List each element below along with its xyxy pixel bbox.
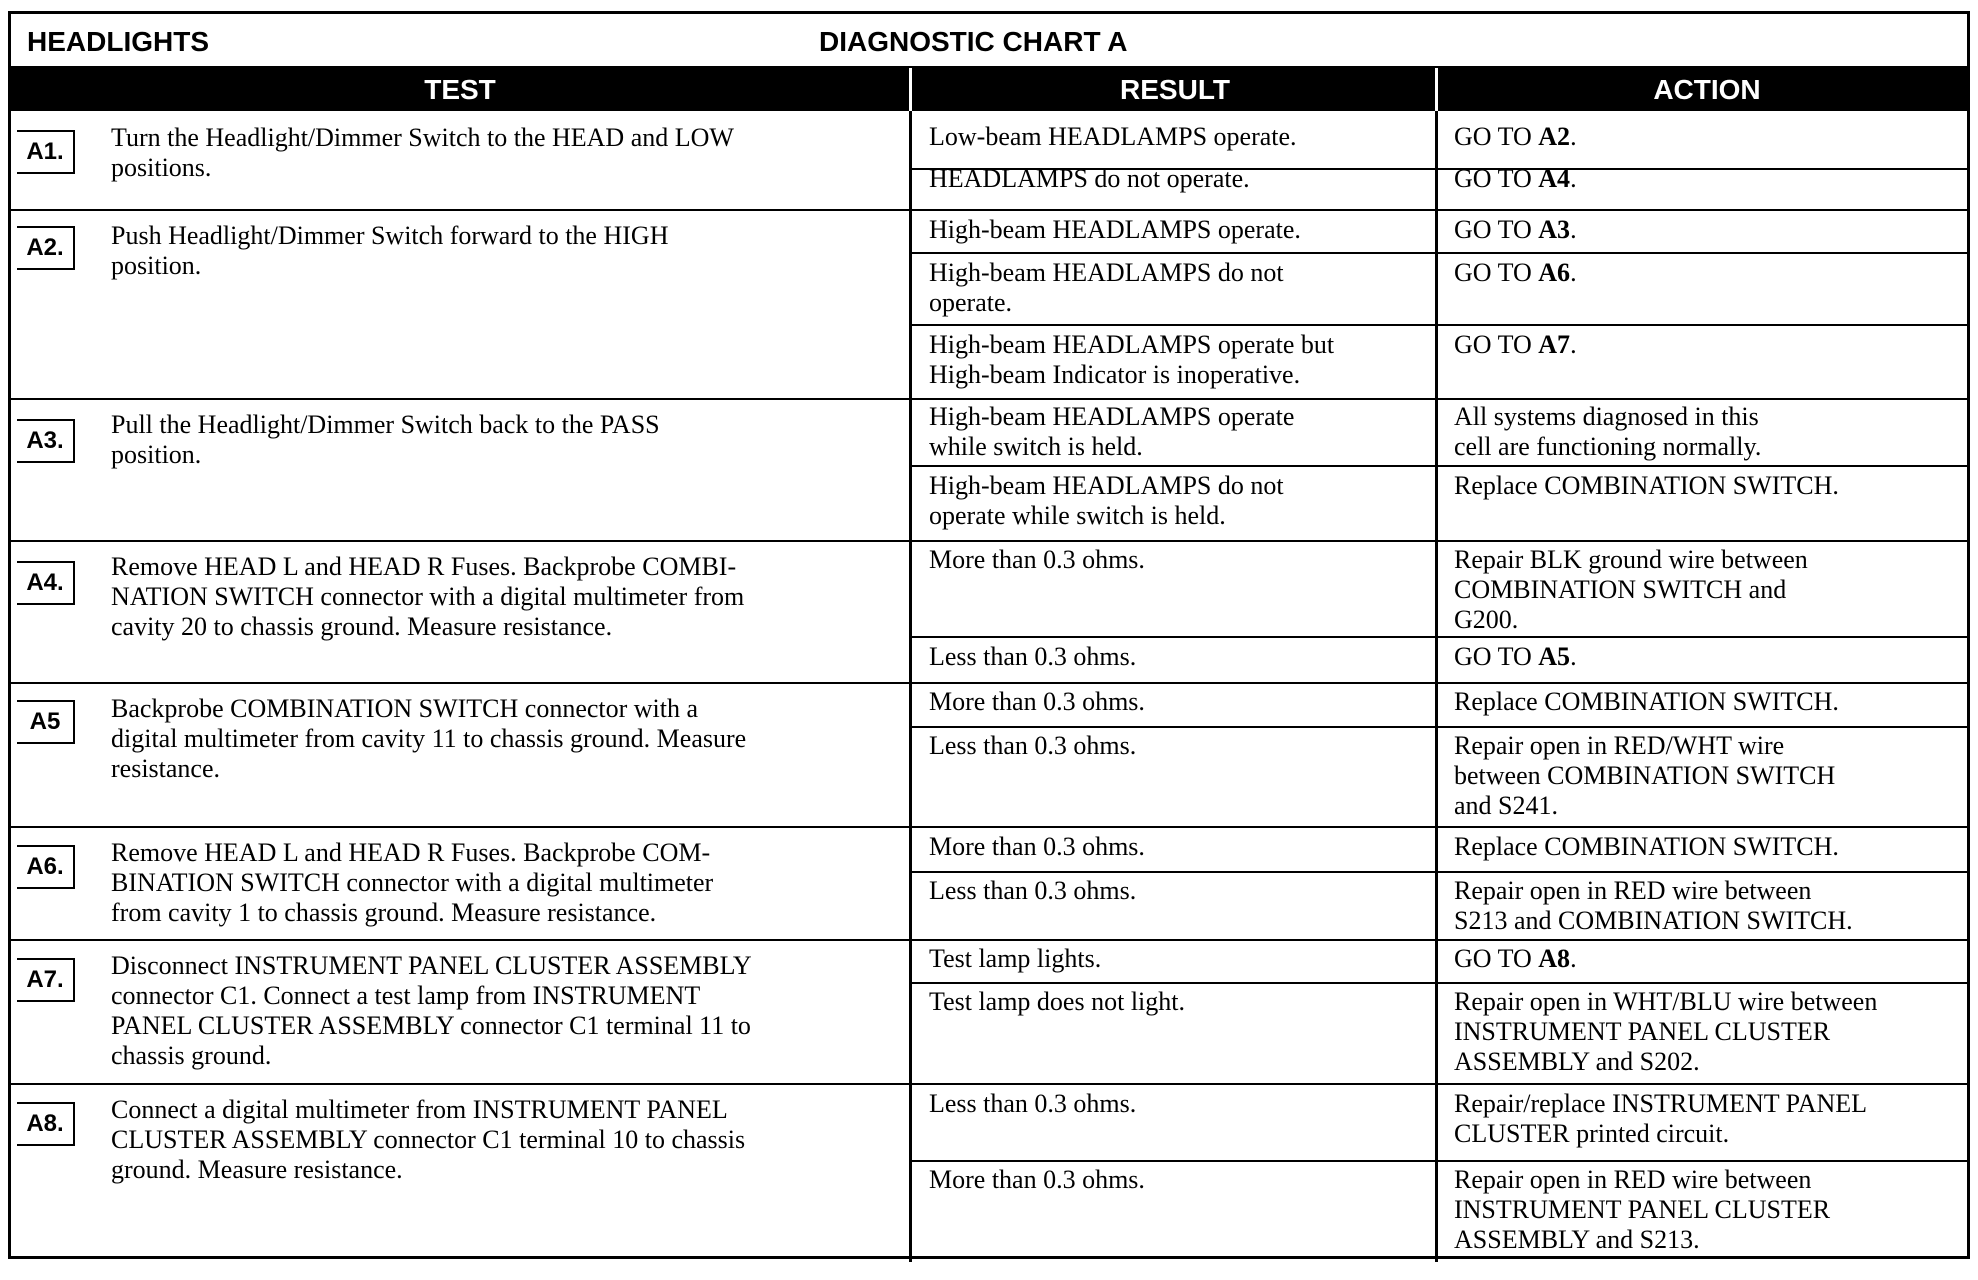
diagnostic-chart [8, 11, 1970, 1259]
row-divider [911, 324, 1967, 326]
result-text: Low-beam HEADLAMPS operate. [929, 122, 1297, 151]
header-divider [909, 68, 912, 111]
goto-action [1454, 944, 1969, 974]
goto-period: . [1570, 258, 1577, 287]
test-instruction: Remove HEAD L and HEAD R Fuses. Backprobe COM- BINATION SWITCH connector with a digital multimeter from cavity 1 to chassis ground. Measure resistance. [111, 838, 714, 927]
column-header-test: TEST [424, 74, 496, 105]
goto-action [1454, 164, 1969, 194]
test-instruction: Backprobe COMBINATION SWITCH connector with a digital multimeter from cavity 11 to chassis ground. Measure resistance. [111, 694, 747, 783]
goto-action [1454, 642, 1969, 672]
goto-target: A4 [1538, 164, 1571, 193]
step-label: A6. [17, 845, 75, 889]
result-text: Less than 0.3 ohms. [929, 1089, 1137, 1118]
result-text: More than 0.3 ohms. [929, 545, 1145, 574]
goto-period: . [1570, 642, 1577, 671]
goto-period: . [1570, 122, 1577, 151]
step-label: A1. [17, 130, 75, 174]
goto-target: A3 [1538, 215, 1571, 244]
step-divider [11, 209, 1967, 211]
step-label: A4. [17, 561, 75, 605]
goto-action [1454, 258, 1969, 288]
goto-prefix: GO TO [1454, 642, 1539, 671]
row-divider [911, 252, 1967, 254]
goto-target: A2 [1538, 122, 1571, 151]
result-text: High-beam HEADLAMPS operate but High-beam Indicator is inoperative. [929, 330, 1335, 389]
row-divider [911, 465, 1967, 467]
step-label: A7. [17, 958, 75, 1002]
section-title: HEADLIGHTS [27, 26, 209, 57]
result-text: More than 0.3 ohms. [929, 1165, 1145, 1194]
result-text: High-beam HEADLAMPS operate. [929, 215, 1301, 244]
column-header-action: ACTION [1653, 74, 1761, 105]
test-instruction: Turn the Headlight/Dimmer Switch to the HEAD and LOW positions. [111, 123, 734, 182]
step-divider [11, 826, 1967, 828]
goto-target: A7 [1538, 330, 1571, 359]
column-header-row [11, 68, 1967, 111]
step-label: A3. [17, 419, 75, 463]
result-text: High-beam HEADLAMPS operate while switch is held. [929, 402, 1295, 461]
row-divider [911, 726, 1967, 728]
step-divider [11, 398, 1967, 400]
action-text: Replace COMBINATION SWITCH. [1454, 471, 1839, 500]
action-text: Repair/replace INSTRUMENT PANEL CLUSTER printed circuit. [1454, 1089, 1868, 1148]
action-text: Repair BLK ground wire between COMBINATION SWITCH and G200. [1454, 545, 1808, 634]
action-text: Replace COMBINATION SWITCH. [1454, 832, 1839, 861]
test-instruction: Connect a digital multimeter from INSTRUMENT PANEL CLUSTER ASSEMBLY connector C1 terminal 10 to chassis ground. Measure resistance. [111, 1095, 746, 1184]
header-divider [1435, 68, 1438, 111]
step-divider [11, 682, 1967, 684]
result-text: High-beam HEADLAMPS do not operate. [929, 258, 1284, 317]
goto-period: . [1570, 330, 1577, 359]
result-text: Test lamp lights. [929, 944, 1102, 973]
action-text: Repair open in RED wire between S213 and COMBINATION SWITCH. [1454, 876, 1853, 935]
step-label: A8. [17, 1102, 75, 1146]
goto-prefix: GO TO [1454, 330, 1539, 359]
goto-action [1454, 122, 1969, 152]
row-divider [911, 871, 1967, 873]
test-instruction: Push Headlight/Dimmer Switch forward to the HIGH position. [111, 221, 669, 280]
column-header-result: RESULT [1120, 74, 1230, 105]
goto-action [1454, 215, 1969, 245]
action-text: All systems diagnosed in this cell are functioning normally. [1454, 402, 1762, 461]
result-text: More than 0.3 ohms. [929, 687, 1145, 716]
step-label: A2. [17, 226, 75, 270]
goto-target: A8 [1538, 944, 1571, 973]
step-divider [11, 1083, 1967, 1085]
result-text: Test lamp does not light. [929, 987, 1185, 1016]
chart-title: DIAGNOSTIC CHART A [819, 26, 1128, 57]
action-text: Repair open in RED/WHT wire between COMBINATION SWITCH and S241. [1454, 731, 1836, 820]
action-text: Repair open in WHT/BLU wire between INSTRUMENT PANEL CLUSTER ASSEMBLY and S202. [1454, 987, 1878, 1076]
goto-prefix: GO TO [1454, 944, 1539, 973]
goto-prefix: GO TO [1454, 215, 1539, 244]
goto-period: . [1570, 164, 1577, 193]
result-text: Less than 0.3 ohms. [929, 731, 1137, 760]
goto-action [1454, 330, 1969, 360]
goto-prefix: GO TO [1454, 258, 1539, 287]
result-text: Less than 0.3 ohms. [929, 642, 1137, 671]
goto-prefix: GO TO [1454, 164, 1539, 193]
goto-period: . [1570, 944, 1577, 973]
result-text: Less than 0.3 ohms. [929, 876, 1137, 905]
row-divider [911, 982, 1967, 984]
action-text: Replace COMBINATION SWITCH. [1454, 687, 1839, 716]
action-text: Repair open in RED wire between INSTRUMENT PANEL CLUSTER ASSEMBLY and S213. [1454, 1165, 1831, 1254]
step-divider [11, 939, 1967, 941]
goto-target: A6 [1538, 258, 1571, 287]
goto-target: A5 [1538, 642, 1571, 671]
step-divider [11, 540, 1967, 542]
result-text: More than 0.3 ohms. [929, 832, 1145, 861]
step-label: A5 [17, 700, 75, 744]
result-text: HEADLAMPS do not operate. [929, 164, 1250, 193]
goto-prefix: GO TO [1454, 122, 1539, 151]
test-instruction: Remove HEAD L and HEAD R Fuses. Backprobe COMBI- NATION SWITCH connector with a digital multimeter from cavity 20 to chassis ground. Measure resistance. [111, 552, 745, 641]
test-instruction: Disconnect INSTRUMENT PANEL CLUSTER ASSEMBLY connector C1. Connect a test lamp from INSTRUMENT PANEL CLUSTER ASSEMBLY connector C1 terminal 11 to chassis ground. [111, 951, 752, 1070]
chart-title-bar [11, 14, 1967, 68]
result-text: High-beam HEADLAMPS do not operate while switch is held. [929, 471, 1284, 530]
goto-period: . [1570, 215, 1577, 244]
row-divider [911, 636, 1967, 638]
test-instruction: Pull the Headlight/Dimmer Switch back to the PASS position. [111, 410, 660, 469]
row-divider [911, 1160, 1967, 1162]
